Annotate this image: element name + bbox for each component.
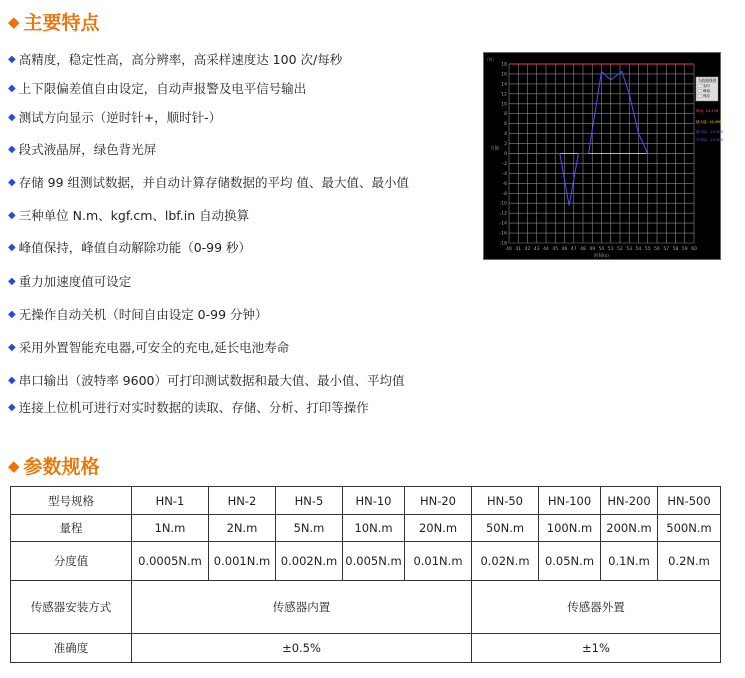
y-tick-label: 6: [504, 122, 507, 128]
y-tick-label: 4: [504, 132, 507, 138]
feature-item: ◆ 采用外置智能充电器,可安全的充电,延长电池寿命: [8, 340, 290, 355]
table-cell: ±1%: [472, 634, 721, 663]
y-tick-label: -12: [499, 211, 507, 217]
bullet-icon: ◆: [8, 241, 16, 253]
y-tick-label: -2: [502, 161, 507, 167]
bullet-icon: ◆: [8, 275, 16, 287]
row-label: 量程: [11, 515, 132, 542]
x-tick-label: 46: [561, 247, 568, 252]
bullet-icon: ◆: [8, 143, 16, 155]
x-tick-label: 57: [663, 247, 670, 252]
bullet-icon: ◆: [8, 374, 16, 386]
x-tick-label: 47: [570, 247, 577, 252]
table-cell: 50N.m: [472, 515, 539, 542]
x-tick-label: 54: [635, 247, 642, 252]
table-row: [11, 515, 721, 542]
table-cell: 0.005N.m: [343, 542, 405, 581]
feature-item: ◆ 测试方向显示（逆时针+，顺时针-）: [8, 110, 222, 125]
x-tick-label: 44: [543, 247, 549, 252]
x-tick-label: 42: [524, 247, 531, 252]
x-tick-label: 51: [607, 247, 614, 252]
y-tick-label: -18: [499, 241, 507, 247]
row-label: 传感器安装方式: [11, 581, 132, 634]
table-cell: 500N.m: [658, 515, 721, 542]
chart-readout: 最大值: 16.498: [696, 120, 722, 124]
x-tick-label: 53: [626, 247, 633, 252]
feature-item: ◆ 段式液晶屏，绿色背光屏: [8, 142, 157, 157]
legend-item: 实时: [703, 84, 710, 88]
row-label: 准确度: [11, 634, 132, 663]
bullet-icon: ◆: [8, 308, 16, 320]
x-tick-label: 41: [515, 247, 522, 252]
x-tick-label: 49: [589, 247, 596, 252]
feature-item: ◆ 高精度，稳定性高，高分辨率，高采样速度达 100 次/每秒: [8, 52, 343, 67]
table-cell: HN-200: [601, 487, 658, 515]
y-tick-label: 0: [504, 152, 507, 157]
table-cell: 0.1N.m: [601, 542, 658, 581]
table-cell: HN-100: [539, 487, 601, 515]
feature-item: ◆ 存储 99 组测试数据，并自动计算存储数据的平均 值、最大值、最小值: [8, 175, 410, 190]
table-row: [11, 487, 721, 515]
y-tick-label: -6: [502, 181, 507, 187]
section-title-features: [8, 8, 100, 35]
torque-chart: [483, 52, 724, 260]
table-cell: HN-5: [276, 487, 343, 515]
table-cell: 2N.m: [209, 515, 276, 542]
diamond-icon: ◆: [8, 456, 20, 475]
table-cell: 0.002N.m: [276, 542, 343, 581]
feature-item: ◆ 无操作自动关机（时间自由设定 0-99 分钟）: [8, 307, 268, 322]
table-cell: 1N.m: [132, 515, 209, 542]
chart-svg: [484, 53, 724, 259]
section-title-text: 参数规格: [23, 456, 100, 478]
y-tick-label: 8: [504, 112, 507, 118]
y-tick-label: 10: [501, 102, 507, 108]
x-tick-label: 43: [533, 247, 540, 252]
table-cell: 0.001N.m: [209, 542, 276, 581]
y-tick-label: 16: [501, 72, 507, 78]
chart-readout: 平均值: -10.498: [696, 138, 724, 142]
y-tick-label: -8: [502, 191, 507, 197]
feature-item: ◆ 串口输出（波特率 9600）可打印测试数据和最大值、最小值、平均值: [8, 373, 405, 388]
table-cell: ±0.5%: [132, 634, 472, 663]
x-tick-label: 45: [552, 247, 559, 252]
section-title-specs: [8, 452, 100, 479]
y-axis-label: 力值: [490, 146, 499, 152]
bullet-icon: ◆: [8, 53, 16, 65]
bullet-icon: ◆: [8, 111, 16, 123]
chart-readout: 最小值: -10.498: [696, 130, 724, 134]
legend-title: 力值曲线图: [697, 78, 717, 83]
x-tick-label: 56: [654, 247, 660, 252]
legend-checkbox: [698, 95, 701, 98]
bullet-icon: ◆: [8, 341, 16, 353]
table-cell: 100N.m: [539, 515, 601, 542]
y-unit-label: (N): [487, 58, 494, 63]
x-tick-label: 52: [617, 247, 623, 252]
legend-item: 保存: [703, 94, 710, 98]
feature-item: ◆ 上下限偏差值自由设定，自动声报警及电平信号输出: [8, 81, 307, 96]
feature-item: ◆ 连接上位机可进行对实时数据的读取、存储、分析、打印等操作: [8, 400, 369, 415]
table-cell: 传感器外置: [472, 581, 721, 634]
y-tick-label: 2: [504, 142, 507, 148]
y-tick-label: -14: [499, 221, 507, 227]
diamond-icon: ◆: [8, 12, 20, 31]
y-tick-label: 14: [501, 82, 507, 88]
table-cell: 0.05N.m: [539, 542, 601, 581]
spec-table: [10, 486, 721, 663]
table-row: [11, 634, 721, 663]
row-label: 分度值: [11, 542, 132, 581]
table-cell: 20N.m: [405, 515, 472, 542]
y-tick-label: 12: [501, 92, 507, 98]
x-tick-label: 40: [506, 247, 512, 252]
table-cell: 0.0005N.m: [132, 542, 209, 581]
legend-checkbox: [698, 85, 701, 88]
legend-checkbox: [698, 90, 701, 93]
x-tick-label: 59: [681, 247, 688, 252]
table-cell: 0.02N.m: [472, 542, 539, 581]
y-tick-label: -10: [499, 201, 507, 207]
table-cell: HN-500: [658, 487, 721, 515]
table-cell: 5N.m: [276, 515, 343, 542]
section-title-text: 主要特点: [23, 12, 100, 34]
bullet-icon: ◆: [8, 209, 16, 221]
bullet-icon: ◆: [8, 176, 16, 188]
legend-item: 峰值: [703, 89, 710, 93]
feature-item: ◆ 峰值保持，峰值自动解除功能（0-99 秒）: [8, 240, 252, 255]
table-cell: 0.01N.m: [405, 542, 472, 581]
x-axis-label: 时间(s): [594, 254, 609, 259]
table-cell: HN-1: [132, 487, 209, 515]
feature-item: ◆ 重力加速度值可设定: [8, 274, 132, 289]
bullet-icon: ◆: [8, 82, 16, 94]
table-cell: 传感器内置: [132, 581, 472, 634]
x-tick-label: 60: [691, 247, 697, 252]
bullet-icon: ◆: [8, 401, 16, 413]
x-tick-label: 48: [580, 247, 586, 252]
x-tick-label: 58: [672, 247, 679, 252]
x-tick-label: 50: [598, 247, 605, 252]
table-cell: HN-20: [405, 487, 472, 515]
table-row: [11, 581, 721, 634]
table-cell: 0.2N.m: [658, 542, 721, 581]
y-tick-label: -4: [502, 171, 507, 177]
y-tick-label: -16: [499, 231, 507, 237]
table-cell: 200N.m: [601, 515, 658, 542]
chart-readout: 峰值: 16.498: [696, 109, 719, 113]
row-label: 型号规格: [11, 487, 132, 515]
y-tick-label: 18: [501, 62, 507, 68]
table-row: [11, 542, 721, 581]
feature-item: ◆ 三种单位 N.m、kgf.cm、lbf.in 自动换算: [8, 208, 250, 223]
table-cell: HN-50: [472, 487, 539, 515]
table-cell: 10N.m: [343, 515, 405, 542]
table-cell: HN-10: [343, 487, 405, 515]
x-tick-label: 55: [644, 247, 651, 252]
table-cell: HN-2: [209, 487, 276, 515]
